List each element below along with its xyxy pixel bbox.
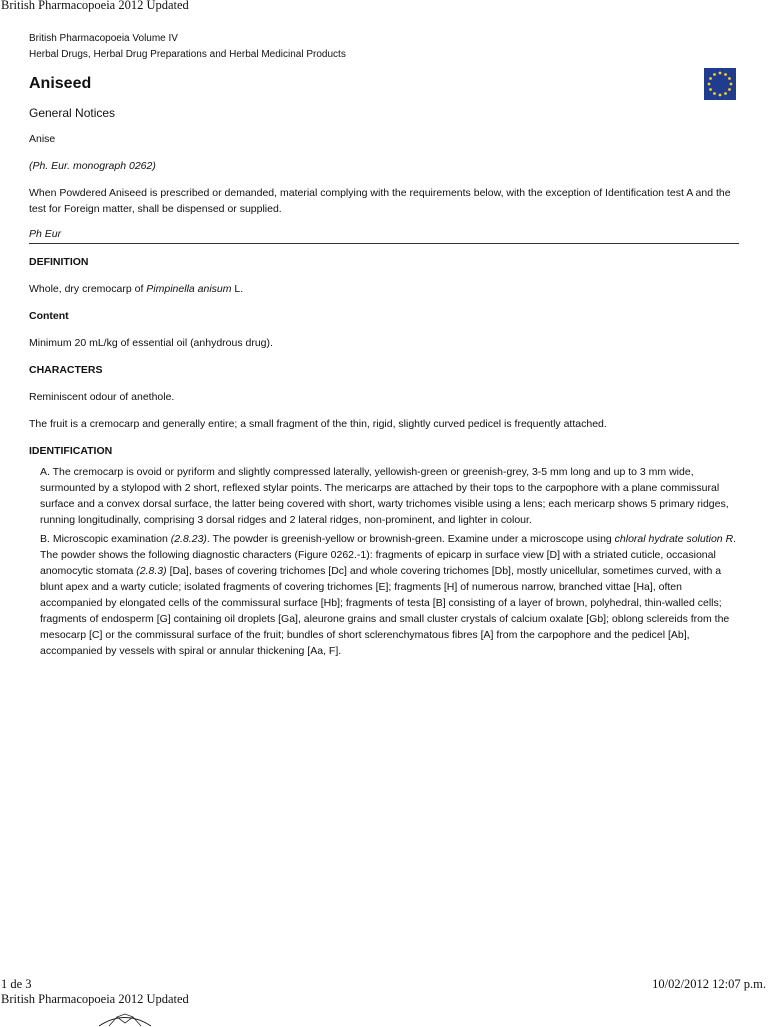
ph-eur-reference: (Ph. Eur. monograph 0262) (29, 160, 156, 172)
definition-text: Whole, dry cremocarp of Pimpinella anisum L. (29, 283, 244, 295)
section-divider (29, 243, 739, 244)
species-name: Pimpinella anisum (146, 283, 232, 295)
identification-test-b: B. Microscopic examination (2.8.23). The powder is greenish-yellow or brownish-green. Examine under a microscope using chloral hydrate solution R. The powder shows the following diagnostic characters (Figure 0262.-1): fragments of epicarp in surface view [D] with a striated cuticle, occasional anomocytic stomata (2.8.3) [Da], bases of covering trichomes [Dc] and whole covering trichomes [Db], mostly unicellular, sometimes curved, with a blunt apex and a warty cuticle; isolated fragments of covering trichomes [E]; fragments [H] of numerous narrow, branched vittae [Ha], often accompanied by elongated cells of the commissural surface [Hb]; fragments of testa [B] consisting of a layer of brown, polyhedral, thin-walled cells; fragments of endosperm [G] containing oil droplets [Ga], aleurone grains and small cluster crystals of calcium oxalate [Gb]; oblong sclereids from the mesocarp [C] or the commissural surface of the fruit; bundles of short sclerenchymatous fibres [A] from the carpophore and the pedicel [Ab], accompanied by vessels with spiral or annular thickening [Aa, F]. (40, 533, 737, 657)
print-datetime: 10/02/2012 12:07 p.m. (652, 977, 766, 991)
bp-logo-icon (95, 1011, 155, 1027)
general-notices-link[interactable]: General Notices (29, 106, 116, 120)
volume-info (29, 31, 346, 63)
content-heading: Content (29, 310, 69, 322)
content-text: Minimum 20 mL/kg of essential oil (anhydrous drug). (29, 337, 273, 349)
section-label: Herbal Drugs, Herbal Drug Preparations and Herbal Medicinal Products (29, 49, 346, 60)
volume-label: British Pharmacopoeia Volume IV (29, 33, 178, 44)
characters-odour: Reminiscent odour of anethole. (29, 391, 175, 403)
identification-heading: IDENTIFICATION (29, 445, 113, 457)
powder-note: When Powdered Aniseed is prescribed or demanded, material complying with the requirements below, with the exception of Identification test A and the test for Foreign matter, shall be dispensed or supplied. (29, 187, 731, 215)
identification-tests (29, 464, 739, 659)
print-header-title: British Pharmacopoeia 2012 Updated (1, 0, 189, 12)
page-footer-left (1, 977, 189, 1007)
definition-heading: DEFINITION (29, 256, 89, 268)
identification-test-a: A. The cremocarp is ovoid or pyriform and slightly compressed laterally, yellowish-green or greenish-grey, 3-5 mm long and up to 3 mm wide, surmounted by a stylopod with 2 short, reflexed stylar points. The mericarps are attached by their tops to the carpophore with a plane commissural surface and a convex dorsal surface, the latter being covered with short, warty trichomes visible using a lens; each mericarp shows 5 primary ridges, running longitudinally, comprising 3 dorsal ridges and 2 lateral ridges, non-prominent, and lighter in colour. (40, 466, 729, 526)
synonym: Anise (29, 133, 56, 145)
ph-eur-label: Ph Eur (29, 228, 62, 240)
monograph-body (29, 96, 739, 662)
monograph-title: Aniseed (29, 75, 92, 92)
characters-heading: CHARACTERS (29, 364, 103, 376)
page-number: 1 de 3 (1, 977, 32, 991)
characters-fruit: The fruit is a cremocarp and generally entire; a small fragment of the thin, rigid, slightly curved pedicel is frequently attached. (29, 418, 607, 430)
next-page-title: British Pharmacopoeia 2012 Updated (1, 992, 189, 1006)
